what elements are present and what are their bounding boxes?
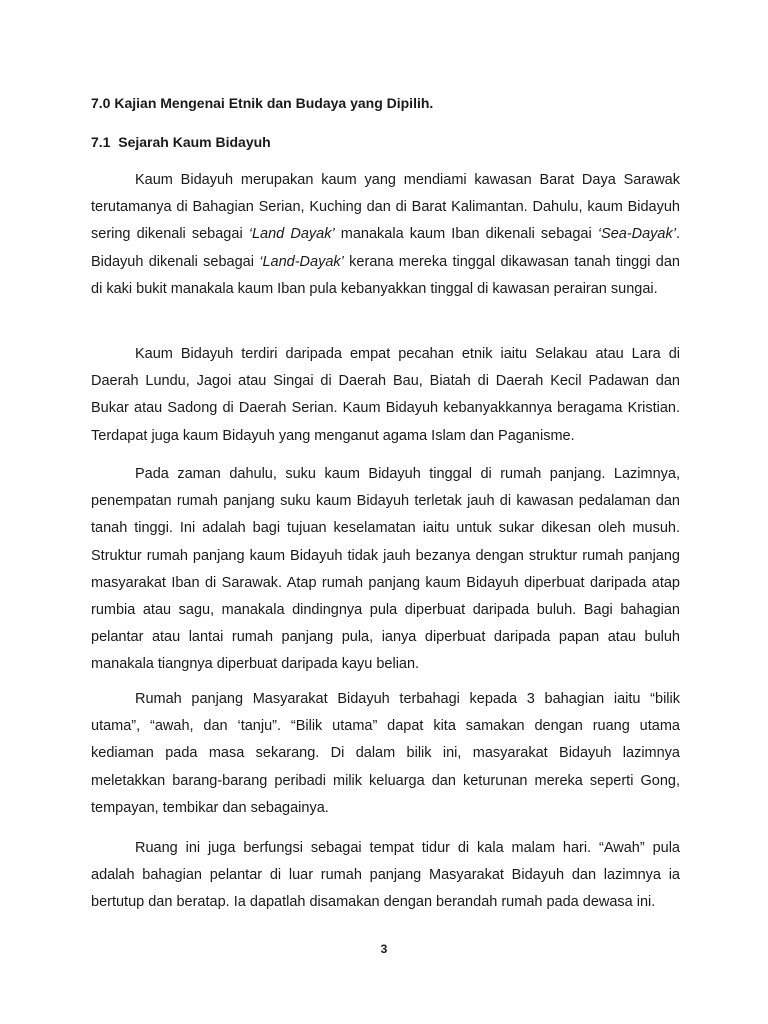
paragraph-2	[91, 341, 680, 450]
page-number: 3	[380, 942, 388, 956]
paragraph-4	[91, 686, 680, 822]
p1-text-d: kerana mereka tinggal dikawasan tanah tinggi dan di kaki bukit manakala kaum Iban pula kebanyakkan tinggal di kawasan perairan sungai.	[91, 253, 680, 297]
subsection-heading: 7.1 Sejarah Kaum Bidayuh	[91, 134, 271, 150]
term-land-dayak-2: ‘Land-Dayak’	[259, 253, 344, 270]
p2-text: Kaum Bidayuh terdiri daripada empat pecahan etnik iaitu Selakau atau Lara di Daerah Lundu, Jagoi atau Singai di Daerah Bau, Biatah di Daerah Kecil Padawan dan Bukar atau Sadong di Daerah Serian. Kaum Bidayuh kebanyakkannya beragama Kristian. Terdapat juga kaum Bidayuh yang menganut agama Islam dan Paganisme.	[91, 346, 680, 444]
p1-text-c: . Bidayuh dikenali sebagai	[91, 226, 680, 270]
p1-text-b: manakala kaum Iban dikenali sebagai	[334, 226, 598, 243]
p3-text: Pada zaman dahulu, suku kaum Bidayuh tinggal di rumah panjang. Lazimnya, penempatan rumah panjang suku kaum Bidayuh terletak jauh di kawasan pedalaman dan tanah tinggi. Ini adalah bagi tujuan keselamatan iaitu untuk sukar dikesan oleh musuh. Struktur rumah panjang kaum Bidayuh tidak jauh bezanya dengan struktur rumah panjang masyarakat Iban di Sarawak. Atap rumah panjang kaum Bidayuh diperbuat daripada atap rumbia atau sagu, manakala dindingnya pula diperbuat daripada buluh. Bagi bahagian pelantar atau lantai rumah panjang pula, ianya diperbuat daripada papan atau buluh manakala tiangnya diperbuat daripada kayu belian.	[91, 466, 680, 673]
p5-text: Ruang ini juga berfungsi sebagai tempat tidur di kala malam hari. “Awah” pula adalah bahagian pelantar di luar rumah panjang Masyarakat Bidayuh dan lazimnya ia bertutup dan beratap. Ia dapatlah disamakan dengan berandah rumah pada dewasa ini.	[91, 840, 680, 911]
paragraph-1	[91, 167, 680, 303]
term-sea-dayak: ‘Sea-Dayak’	[597, 226, 676, 243]
term-land-dayak: ‘Land Dayak’	[248, 226, 335, 243]
p1-text-a: Kaum Bidayuh merupakan kaum yang mendiami kawasan Barat Daya Sarawak terutamanya di Bahagian Serian, Kuching dan di Barat Kalimantan. Dahulu, kaum Bidayuh sering dikenali sebagai	[91, 172, 680, 243]
paragraph-3	[91, 461, 680, 679]
section-heading: 7.0 Kajian Mengenai Etnik dan Budaya yang Dipilih.	[91, 95, 434, 111]
p4-text: Rumah panjang Masyarakat Bidayuh terbahagi kepada 3 bahagian iaitu “bilik utama”, “awah, dan ‘tanju”. “Bilik utama” dapat kita samakan dengan ruang utama kediaman pada masa sekarang. Di dalam bilik ini, masyarakat Bidayuh lazimnya meletakkan barang-barang peribadi milik keluarga dan keturunan mereka seperti Gong, tempayan, tembikar dan sebagainya.	[91, 691, 680, 816]
paragraph-5	[91, 835, 680, 917]
